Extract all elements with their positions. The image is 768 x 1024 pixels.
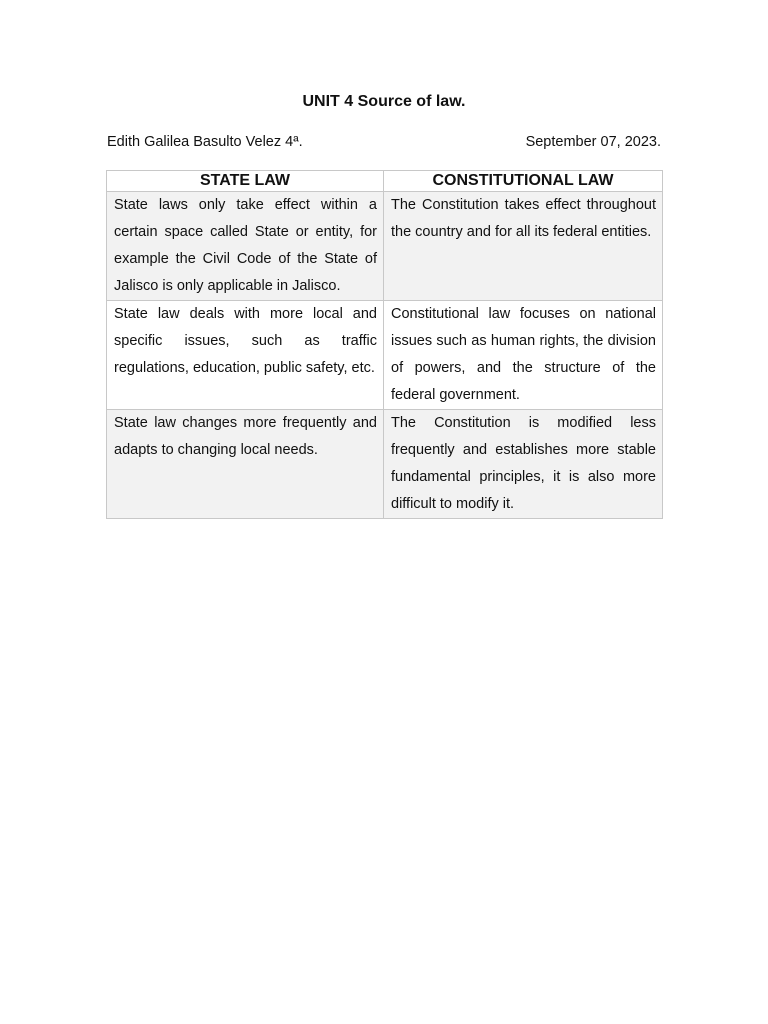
state-law-cell: State laws only take effect within a certain space called State or entity, for example the Civil Code of the State of Jalisco is only applicable in Jalisco. (107, 192, 384, 301)
constitutional-law-cell: Constitutional law focuses on national issues such as human rights, the division of powers, and the structure of the federal government. (384, 301, 663, 410)
table-row (107, 410, 663, 519)
header-state-law: STATE LAW (107, 171, 384, 192)
comparison-table (106, 170, 663, 519)
state-law-cell: State law changes more frequently and adapts to changing local needs. (107, 410, 384, 519)
table-row (107, 192, 663, 301)
author-name: Edith Galilea Basulto Velez 4ª. (107, 134, 303, 150)
constitutional-law-cell: The Constitution takes effect throughout the country and for all its federal entities. (384, 192, 663, 301)
document-date: September 07, 2023. (525, 134, 661, 150)
table-row (107, 301, 663, 410)
state-law-cell: State law deals with more local and specific issues, such as traffic regulations, education, public safety, etc. (107, 301, 384, 410)
table-header-row (107, 171, 663, 192)
document-title: UNIT 4 Source of law. (302, 93, 466, 110)
header-constitutional-law: CONSTITUTIONAL LAW (384, 171, 663, 192)
constitutional-law-cell: The Constitution is modified less frequently and establishes more stable fundamental principles, it is also more difficult to modify it. (384, 410, 663, 519)
